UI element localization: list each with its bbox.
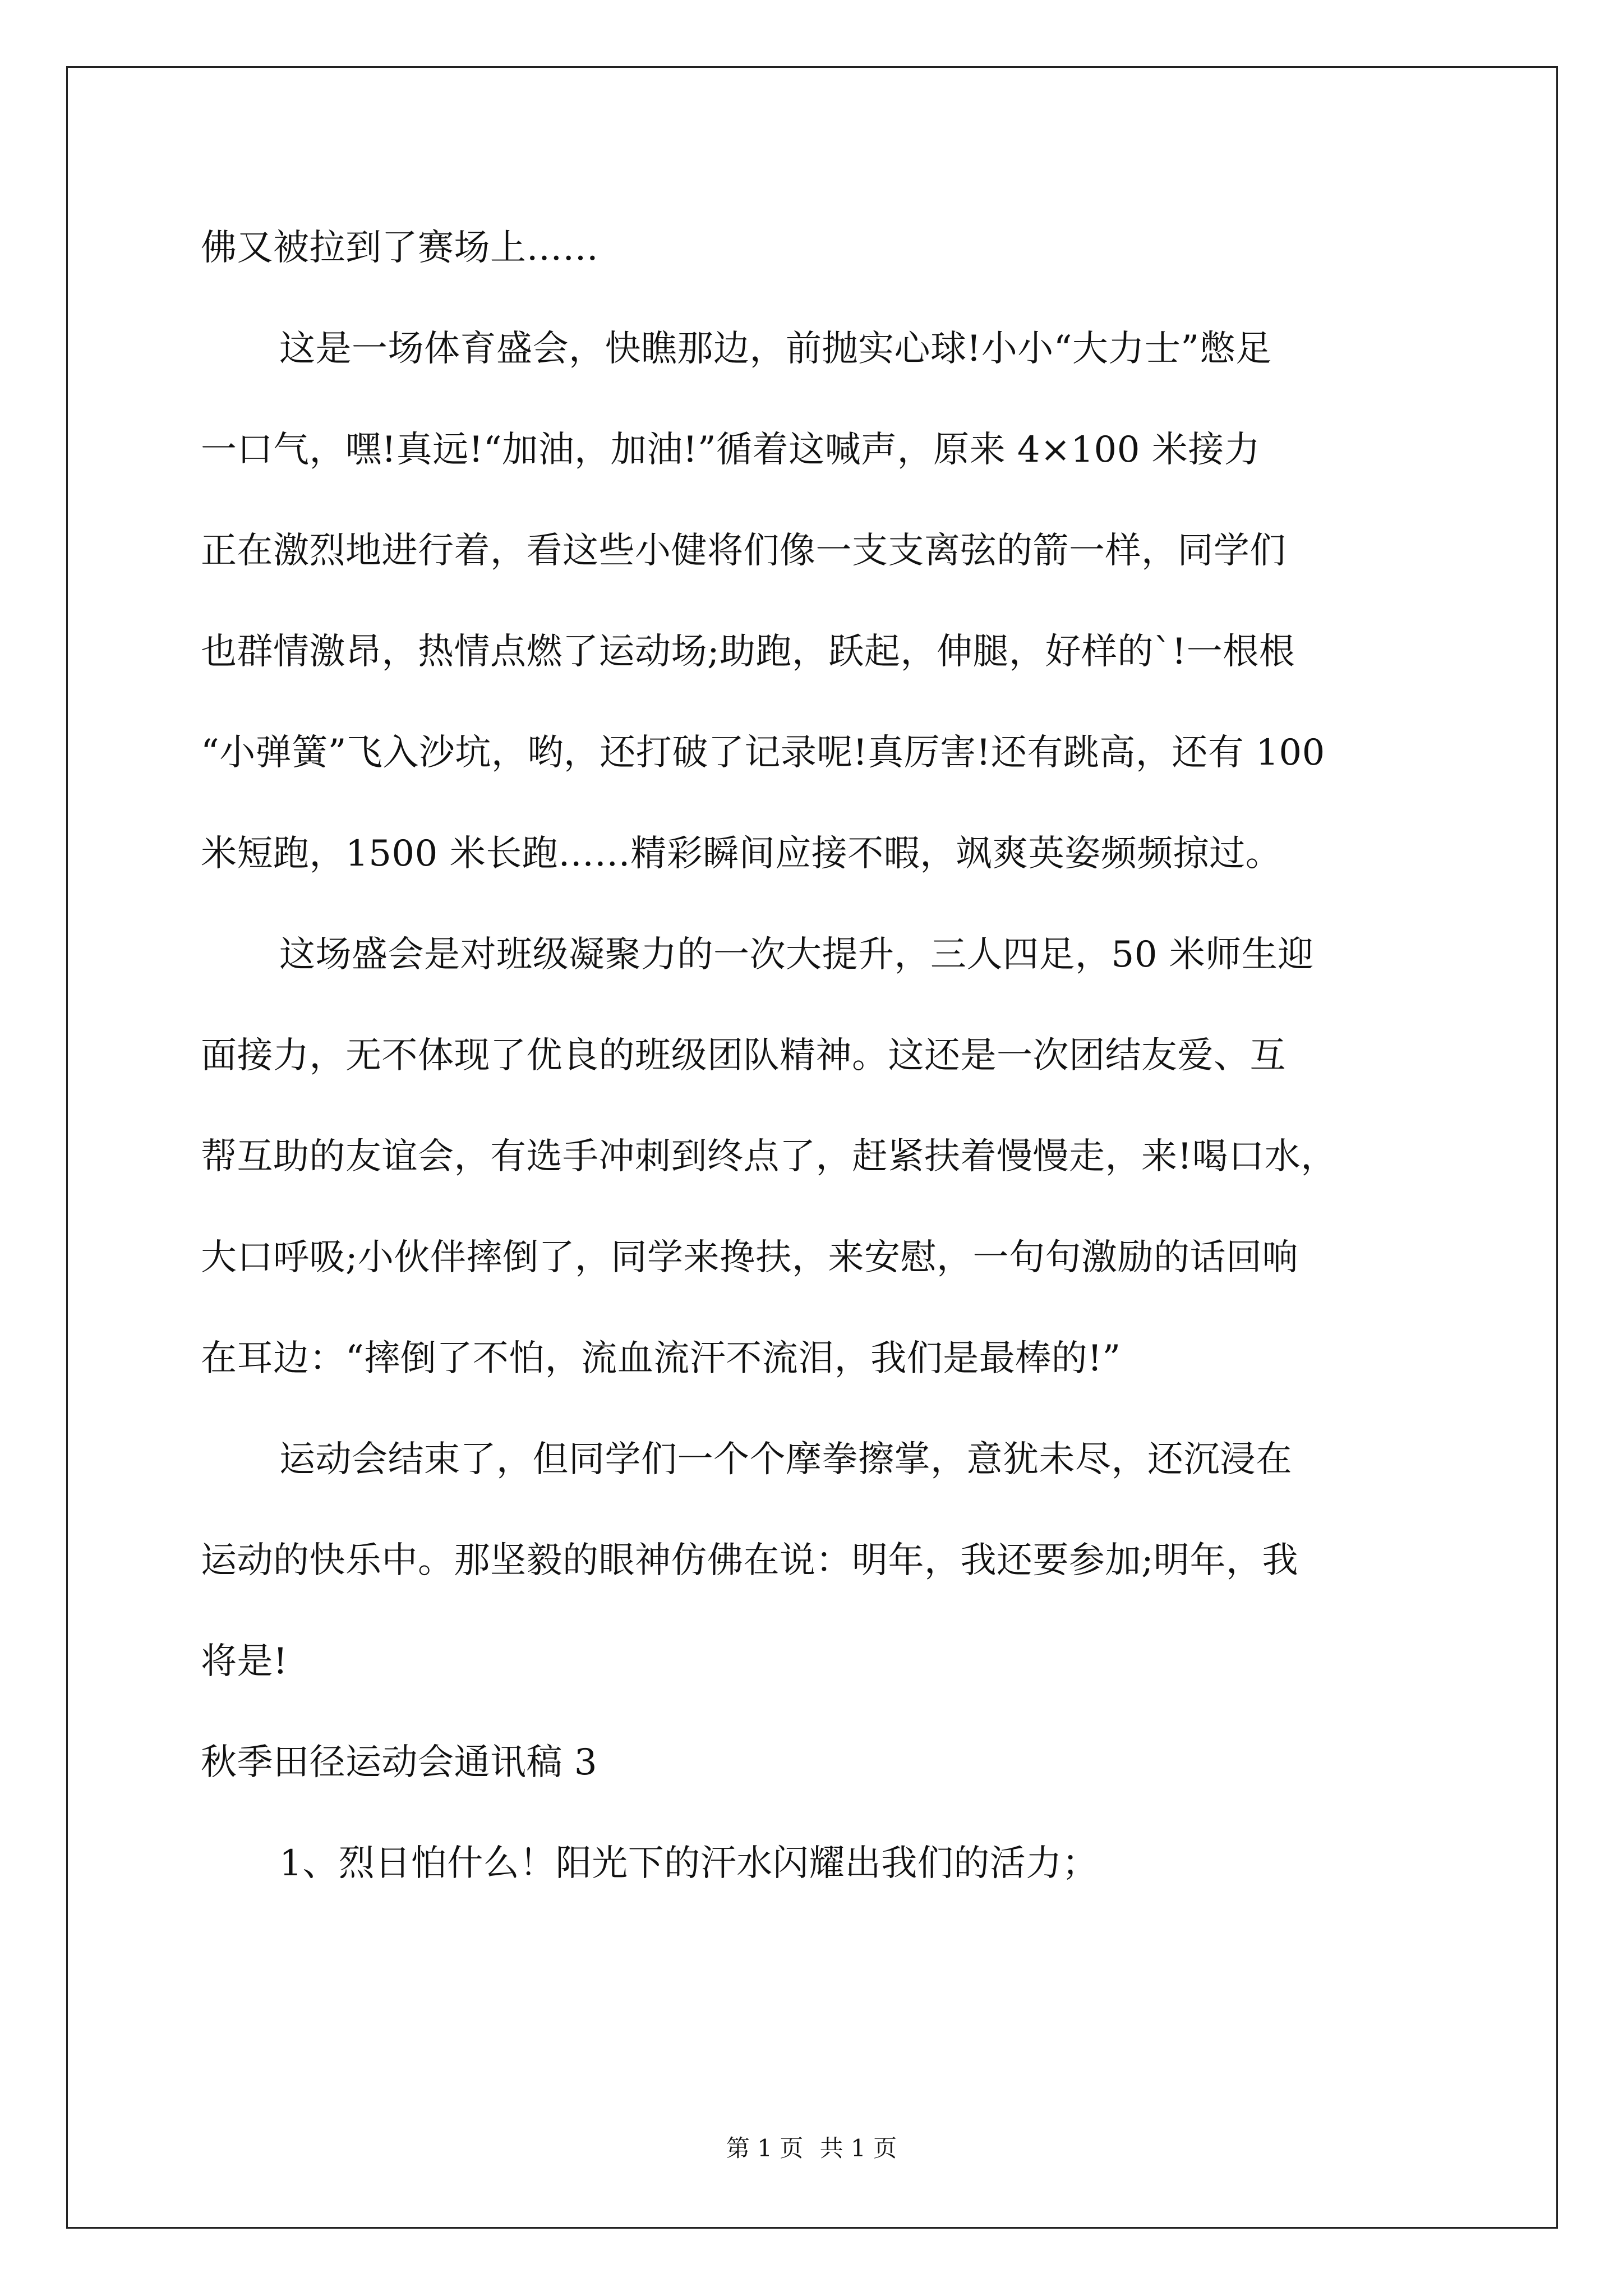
text-line: 在耳边：“摔倒了不怕，流血流汗不流泪，我们是最棒的!” (201, 1338, 1121, 1379)
text-line: 米短跑，1500 米长跑……精彩瞬间应接不暇，飒爽英姿频频掠过。 (201, 833, 1282, 875)
section-heading: 秋季田径运动会通讯稿 3 (201, 1742, 598, 1783)
text-line: 正在激烈地进行着，看这些小健将们像一支支离弦的箭一样，同学们 (201, 530, 1286, 572)
text-line: 大口呼吸;小伙伴摔倒了，同学来搀扶，来安慰，一句句激励的话回响 (201, 1237, 1299, 1278)
text-line: 也群情激昂，热情点燃了运动场;助跑，跃起，伸腿，好样的`!一根根 (201, 631, 1295, 673)
paragraph-start-line: 这是一场体育盛会，快瞧那边，前抛实心球!小小“大力士”憋足 (279, 328, 1272, 370)
page-number: 第 1 页 (726, 2134, 804, 2162)
text-line: 一口气，嘿!真远!“加油，加油!”循着这喊声，原来 4×100 米接力 (201, 429, 1261, 471)
paragraph-start-line: 这场盛会是对班级凝聚力的一次大提升，三人四足，50 米师生迎 (279, 934, 1314, 976)
text-line: 帮互助的友谊会，有选手冲刺到终点了，赶紧扶着慢慢走，来!喝口水， (201, 1136, 1337, 1177)
text-line: 面接力，无不体现了优良的班级团队精神。这还是一次团结友爱、互 (201, 1035, 1286, 1076)
text-line: 将是! (201, 1641, 288, 1682)
list-item: 1、烈日怕什么！阳光下的汗水闪耀出我们的活力； (279, 1843, 1099, 1884)
paragraph-start-line: 运动会结束了，但同学们一个个摩拳擦掌，意犹未尽，还沉浸在 (279, 1439, 1292, 1480)
text-line: “小弹簧”飞入沙坑，哟，还打破了记录呢!真厉害!还有跳高，还有 100 (201, 732, 1325, 774)
page-footer (0, 2132, 1623, 2165)
text-line: 佛又被拉到了赛场上…… (201, 227, 599, 269)
text-line: 运动的快乐中。那坚毅的眼神仿佛在说：明年，我还要参加;明年，我 (201, 1540, 1299, 1581)
page-total: 共 1 页 (819, 2134, 897, 2162)
